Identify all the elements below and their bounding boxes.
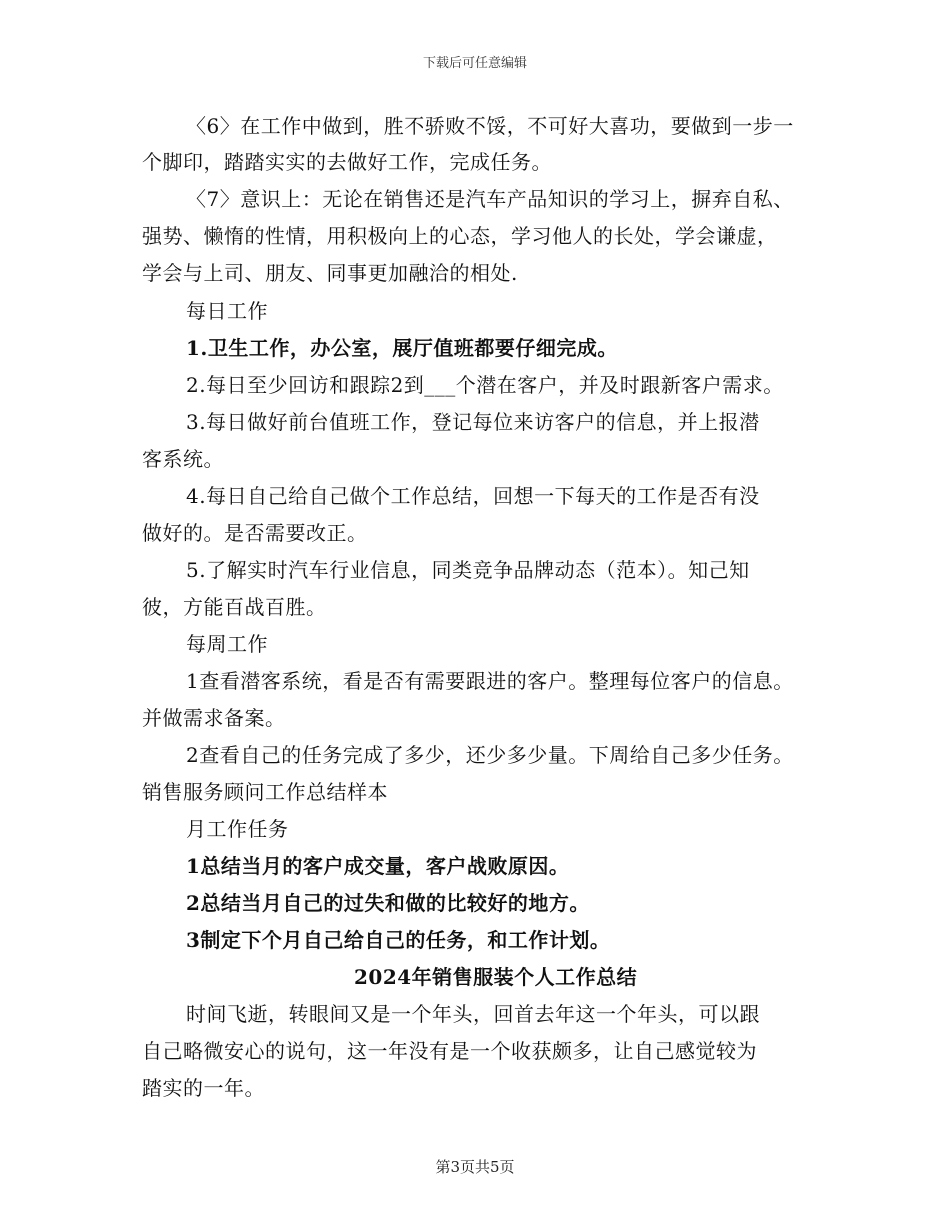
text-line: 彼，方能百战百胜。: [142, 595, 327, 619]
text-line: 〈6〉在工作中做到，胜不骄败不馁，不可好大喜功，要做到一步一: [186, 114, 794, 138]
page-footer: 第3页共5页: [435, 1158, 515, 1176]
section-heading: 月工作任务: [186, 817, 289, 841]
text-line: 客系统。: [142, 447, 224, 471]
text-line: 2总结当月自己的过失和做的比较好的地方。: [186, 891, 590, 915]
text-line: 踏实的一年。: [142, 1076, 265, 1100]
text-line: 2.每日至少回访和跟踪2到___个潜在客户，并及时跟新客户需求。: [186, 373, 784, 397]
text-line: 强势、懒惰的性情，用积极向上的心态，学习他人的长处，学会谦虚，: [142, 224, 778, 248]
section-heading: 每日工作: [186, 299, 268, 323]
section-heading: 每周工作: [186, 632, 268, 656]
text-line: 1查看潜客系统，看是否有需要跟进的客户。整理每位客户的信息。: [186, 669, 794, 693]
text-line: 1总结当月的客户成交量，客户战败原因。: [186, 854, 570, 878]
text-line: 3.每日做好前台值班工作，登记每位来访客户的信息，并上报潜: [186, 410, 760, 434]
text-line: 自己略微安心的说句，这一年没有是一个收获颇多，让自己感觉较为: [142, 1039, 757, 1063]
text-line: 个脚印，踏踏实实的去做好工作，完成任务。: [142, 150, 552, 174]
text-line: 1.卫生工作，办公室，展厅值班都要仔细完成。: [186, 336, 618, 360]
document-title: 2024年销售服装个人工作总结: [354, 965, 638, 989]
text-line: 销售服务顾问工作总结样本: [142, 780, 388, 804]
text-line: 做好的。是否需要改正。: [142, 521, 368, 545]
page-header: 下载后可任意编辑: [422, 56, 527, 71]
text-line: 时间飞逝，转眼间又是一个年头，回首去年这一个年头，可以跟: [186, 1002, 760, 1026]
text-line: 学会与上司、朋友、同事更加融洽的相处.: [142, 261, 518, 285]
text-line: 4.每日自己给自己做个工作总结，回想一下每天的工作是否有没: [186, 484, 760, 508]
text-line: 并做需求备案。: [142, 706, 286, 730]
text-line: 〈7〉意识上：无论在销售还是汽车产品知识的学习上，摒弃自私、: [186, 187, 794, 211]
text-line: 5.了解实时汽车行业信息，同类竞争品牌动态（范本）。知己知: [186, 558, 750, 582]
text-line: 3制定下个月自己给自己的任务，和工作计划。: [186, 928, 611, 952]
text-line: 2查看自己的任务完成了多少，还少多少量。下周给自己多少任务。: [186, 743, 794, 767]
